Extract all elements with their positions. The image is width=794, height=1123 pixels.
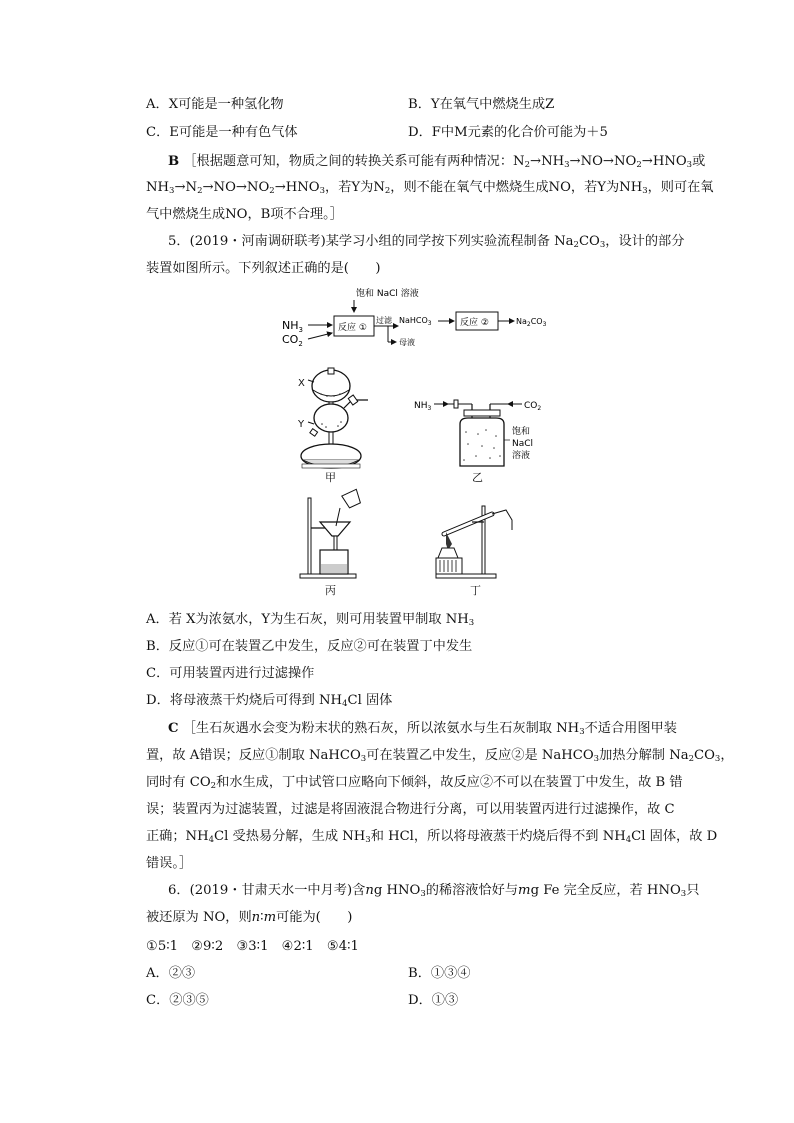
jia-label-y: Y bbox=[298, 419, 305, 430]
yi-sat-label1: 饱和 bbox=[512, 427, 531, 437]
q4-explanation-line3: 气中燃烧生成NO，B项不合理。］ bbox=[146, 207, 343, 222]
q5-explanation-line6: 错误。］ bbox=[146, 856, 193, 871]
q5-explanation-line5: 正确；$NH_4Cl$ 受热易分解，生成 $NH_3$和 HCl，所以将母液蒸干灼烧后得不到 $NH_4Cl$ 固体，故 D bbox=[146, 829, 718, 845]
q5-explanation-line4: 误；装置丙为过滤装置，过滤是将固液混合物进行分离，可以用装置丙进行过滤操作，故 C bbox=[146, 802, 675, 817]
q5-option-b: B．反应①可在装置乙中发生，反应②可在装置丁中发生 bbox=[146, 639, 473, 654]
flow-chart bbox=[278, 286, 568, 356]
ding-flame bbox=[446, 532, 452, 550]
q4-explanation-line2: $NH_3\to N_2\to NO\to NO_2\to HNO_3$，若Y为$N_2$，则不能在氧气中燃烧生成NO，若Y为$NH_3$，则可在氧 bbox=[146, 180, 714, 196]
apparatus-yi bbox=[412, 390, 562, 470]
q5-option-a: A．若 X为浓氨水，Y为生石灰，则可用装置甲制取 $NH_3$ bbox=[146, 612, 475, 628]
caption-jia: 甲 bbox=[325, 471, 336, 484]
caption-yi: 乙 bbox=[472, 471, 483, 484]
bing-beaker-pour bbox=[342, 489, 362, 508]
q5-answer: C bbox=[168, 721, 179, 736]
flow-co2-arrow bbox=[308, 333, 332, 339]
yi-co2-label: $CO_2$ bbox=[524, 401, 542, 412]
q6-option-a: A．②③ bbox=[146, 966, 196, 981]
caption-bing: 丙 bbox=[325, 584, 336, 597]
q6-choices: ①5∶1 ②9∶2 ③3∶1 ④2∶1 ⑤4∶1 bbox=[146, 939, 359, 954]
flow-co2-label: $CO_2$ bbox=[282, 333, 303, 348]
q5-stem-line2: 装置如图所示。下列叙述正确的是( ) bbox=[146, 261, 381, 276]
q4-option-d: D．F中M元素的化合价可能为＋5 bbox=[408, 125, 608, 140]
flow-brine-label: 饱和 NaCl 溶液 bbox=[356, 289, 419, 299]
flow-nh3-label: $NH_3$ bbox=[282, 319, 303, 334]
caption-ding: 丁 bbox=[470, 584, 481, 597]
q6-option-b: B．①③④ bbox=[408, 966, 471, 981]
flow-na2co3-label: $Na_2CO_3$ bbox=[516, 317, 547, 328]
yi-nh3-label: $NH_3$ bbox=[414, 401, 432, 412]
yi-bottle bbox=[460, 418, 504, 466]
q5-explanation-line2: 置，故 A错误；反应①制取 NaHCO$_3$可在装置乙中发生，反应②是 NaHCO$_3$加热分解制 $Na_2CO_3$， bbox=[146, 748, 734, 764]
flow-nahco3-label: NaHCO$_3$ bbox=[399, 316, 432, 327]
yi-sat-label3: 溶液 bbox=[512, 451, 531, 461]
flow-filter-label: 过滤 bbox=[376, 316, 392, 325]
ding-lamp bbox=[438, 548, 458, 558]
q6-option-c: C．②③⑤ bbox=[146, 993, 209, 1008]
q6-stem-line1: 6．(2019・甘肃天水一中月考)含ng $HNO_3$的稀溶液恰好与mg Fe 完全反应，若 $HNO_3$只 bbox=[168, 883, 700, 899]
apparatus-jia bbox=[294, 360, 374, 485]
apparatus-ding bbox=[432, 500, 522, 584]
q6-stem-line2: 被还原为 NO，则n∶m可能为( ) bbox=[146, 910, 353, 925]
q5-stem-line1: 5．(2019・河南调研联考)某学习小组的同学按下列实验流程制备 $Na_2CO_3$，设计的部分 bbox=[168, 234, 685, 250]
yi-sat-label2: NaCl bbox=[512, 439, 534, 449]
jia-top-bulb bbox=[312, 370, 350, 402]
flow-reaction1-label: 反应 ① bbox=[338, 323, 367, 333]
q6-option-d: D．①③ bbox=[408, 993, 459, 1008]
flow-reaction2-label: 反应 ② bbox=[460, 318, 489, 328]
q4-option-c: C．E可能是一种有色气体 bbox=[146, 125, 298, 140]
q5-option-d: D．将母液蒸干灼烧后可得到 $NH_4Cl$ 固体 bbox=[146, 693, 393, 709]
flow-mother-label: 母液 bbox=[399, 338, 415, 347]
q5-explanation-line3: 同时有 $CO_2$和水生成，丁中试管口应略向下倾斜，故反应②不可以在装置丁中发生，故 B 错 bbox=[146, 775, 683, 791]
q4-option-a: A．X可能是一种氢化物 bbox=[146, 97, 284, 112]
jia-label-x: X bbox=[298, 378, 305, 389]
q4-answer: B bbox=[168, 154, 180, 169]
apparatus-bing bbox=[298, 488, 368, 582]
bing-funnel bbox=[320, 522, 350, 536]
q4-explanation-line1: B ［根据题意可知，物质之间的转换关系可能有两种情况：$N_2\to NH_3\to NO\to NO_2\to HNO_3$或 bbox=[168, 154, 706, 170]
q5-option-c: C．可用装置丙进行过滤操作 bbox=[146, 666, 315, 681]
q5-explanation-line1: C ［生石灰遇水会变为粉末状的熟石灰，所以浓氨水与生石灰制取 $NH_3$不适合用图甲装 bbox=[168, 721, 677, 737]
jia-middle-bulb bbox=[314, 404, 348, 432]
q4-option-b: B．Y在氧气中燃烧生成Z bbox=[408, 97, 555, 112]
